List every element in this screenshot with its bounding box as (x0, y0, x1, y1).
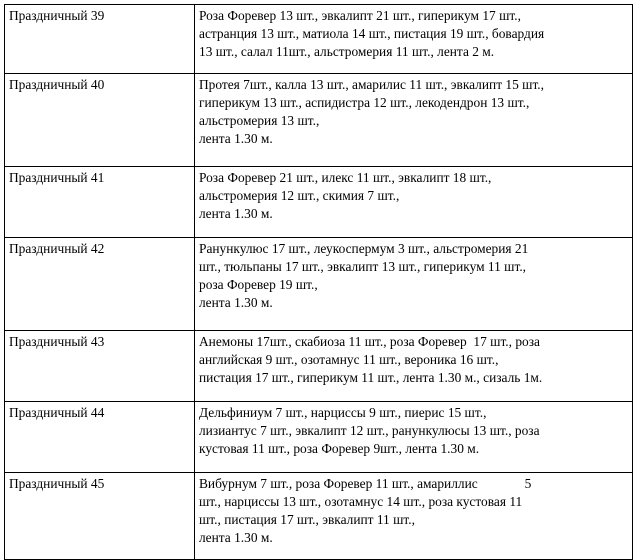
composition-line: Протея 7шт., калла 13 шт., амарилис 11 шт., эвкалипт 15 шт., (199, 77, 544, 92)
composition-line: шт., нарциссы 13 шт., озотамнус 14 шт., роза кустовая 11 (199, 494, 523, 509)
table-row (5, 74, 633, 167)
composition-line: 13 шт., салал 11шт., альстромерия 11 шт., лента 2 м. (199, 44, 495, 59)
bouquet-name: Праздничный 40 (5, 74, 195, 167)
bouquet-name: Праздничный 41 (5, 167, 195, 238)
composition-line: шт., пистация 17 шт., эвкалипт 11 шт., (199, 512, 415, 527)
composition-line: лизиантус 7 шт., эвкалипт 12 шт., ранункулюсы 13 шт., роза (199, 423, 540, 438)
bouquet-composition (195, 238, 633, 331)
bouquet-name: Праздничный 45 (5, 473, 195, 560)
composition-line: лента 1.30 м. (199, 206, 273, 221)
composition-line: Анемоны 17шт., скабиоза 11 шт., роза Форевер 17 шт., роза (199, 334, 540, 349)
bouquet-composition (195, 5, 633, 74)
bouquet-name: Праздничный 44 (5, 402, 195, 473)
table-row (5, 5, 633, 74)
bouquet-composition (195, 167, 633, 238)
bouquet-composition (195, 74, 633, 167)
table-row (5, 167, 633, 238)
table-row (5, 402, 633, 473)
composition-line: лента 1.30 м. (199, 530, 273, 545)
composition-line: роза Форевер 19 шт., (199, 277, 318, 292)
bouquet-name: Праздничный 43 (5, 331, 195, 402)
composition-line: кустовая 11 шт., роза Форевер 9шт., лента 1.30 м. (199, 441, 480, 456)
composition-line: астранция 13 шт., матиола 14 шт., пистация 19 шт., бовардия (199, 26, 545, 41)
bouquet-composition (195, 402, 633, 473)
composition-line: гиперикум 13 шт., аспидистра 12 шт., лекодендрон 13 шт., (199, 95, 530, 110)
composition-line: Вибурнум 7 шт., роза Форевер 11 шт., амариллис 5 (199, 476, 532, 491)
bouquet-name: Праздничный 39 (5, 5, 195, 74)
composition-line: альстромерия 13 шт., (199, 113, 320, 128)
bouquet-table (4, 4, 633, 560)
composition-line: шт., тюльпаны 17 шт., эвкалипт 13 шт., гиперикум 11 шт., (199, 259, 527, 274)
table-row (5, 238, 633, 331)
composition-line: Ранункулюс 17 шт., леукоспермум 3 шт., альстромерия 21 (199, 241, 529, 256)
table-row (5, 331, 633, 402)
bouquet-composition (195, 473, 633, 560)
composition-line: Дельфиниум 7 шт., нарциссы 9 шт., пиерис 15 шт., (199, 405, 487, 420)
composition-line: пистация 17 шт., гиперикум 11 шт., лента 1.30 м., сизаль 1м. (199, 370, 543, 385)
composition-line: альстромерия 12 шт., скимия 7 шт., (199, 188, 400, 203)
bouquet-name: Праздничный 42 (5, 238, 195, 331)
composition-line: Роза Форевер 13 шт., эвкалипт 21 шт., гиперикум 17 шт., (199, 8, 521, 23)
composition-line: лента 1.30 м. (199, 131, 273, 146)
table-row (5, 473, 633, 560)
bouquet-composition (195, 331, 633, 402)
composition-line: Роза Форевер 21 шт., илекс 11 шт., эвкалипт 18 шт., (199, 170, 492, 185)
composition-line: английская 9 шт., озотамнус 11 шт., вероника 16 шт., (199, 352, 499, 367)
composition-line: лента 1.30 м. (199, 295, 273, 310)
